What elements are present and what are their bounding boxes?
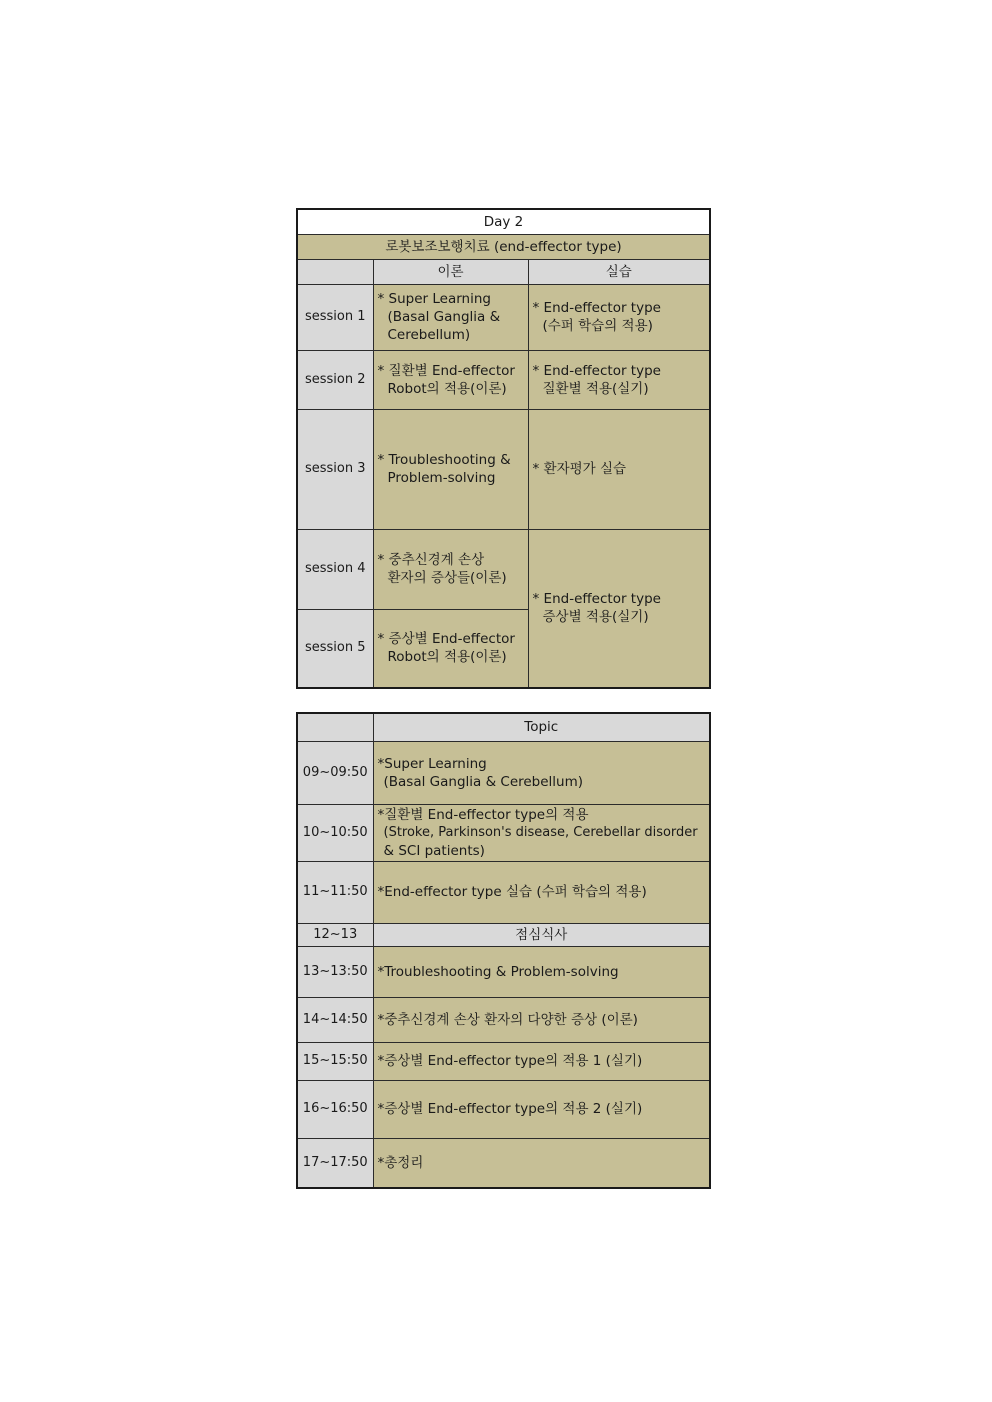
session-practice	[528, 409, 710, 529]
session-label: session 1	[297, 284, 373, 350]
topic-line: *질환별 End-effector type의 적용	[377, 806, 589, 823]
day-title: Day 2	[297, 209, 710, 234]
theory-line: * 중추신경계 손상	[377, 552, 485, 568]
theory-line: Robot의 적용(이론)	[387, 380, 507, 397]
time-slot: 13~13:50	[297, 946, 373, 997]
practice-line: * End-effector type	[532, 362, 661, 379]
session-practice	[528, 350, 710, 409]
header-blank	[297, 259, 373, 284]
session-practice	[528, 529, 710, 688]
program-subtitle: 로봇보조보행치료 (end-effector type)	[297, 234, 710, 259]
session-label: session 3	[297, 409, 373, 529]
time-slot: 12~13	[297, 923, 373, 946]
theory-line: Robot의 적용(이론)	[387, 649, 507, 666]
topic-header: Topic	[373, 713, 710, 741]
session-theory	[373, 284, 528, 350]
topic-cell	[373, 741, 710, 804]
time-slot: 11~11:50	[297, 861, 373, 923]
topic-cell	[373, 997, 710, 1042]
topic-line: & SCI patients)	[383, 842, 485, 859]
theory-line: * 질환별 End-effector	[377, 362, 515, 379]
practice-line: 질환별 적용(실기)	[542, 380, 649, 397]
hourly-topic-table	[296, 712, 711, 1189]
practice-line: * End-effector type	[532, 591, 661, 608]
theory-line: Problem-solving	[387, 470, 496, 486]
topic-line: *증상별 End-effector type의 적용 2 (실기)	[377, 1101, 643, 1117]
topic-cell	[373, 1138, 710, 1188]
day-schedule-table	[296, 208, 711, 689]
topic-line: *총정리	[377, 1154, 424, 1171]
practice-line: 증상별 적용(실기)	[542, 609, 649, 626]
theory-line: * 증상별 End-effector	[377, 631, 515, 648]
topic-cell	[373, 861, 710, 923]
theory-line: * Super Learning	[377, 291, 491, 307]
session-label: session 2	[297, 350, 373, 409]
topic-cell	[373, 946, 710, 997]
session-theory	[373, 350, 528, 409]
time-header-blank	[297, 713, 373, 741]
theory-line: * Troubleshooting &	[377, 452, 511, 468]
session-practice	[528, 284, 710, 350]
session-label: session 5	[297, 609, 373, 688]
topic-line: *End-effector type 실습 (수퍼 학습의 적용)	[377, 884, 647, 900]
topic-cell	[373, 1042, 710, 1080]
header-practice: 실습	[528, 259, 710, 284]
lunch-break: 점심식사	[373, 923, 710, 946]
session-theory	[373, 409, 528, 529]
topic-line: *중추신경계 손상 환자의 다양한 증상 (이론)	[377, 1011, 638, 1028]
practice-line: (수퍼 학습의 적용)	[542, 318, 653, 334]
topic-line: *Super Learning	[377, 755, 487, 772]
topic-line: (Stroke, Parkinson's disease, Cerebellar disorder	[383, 824, 698, 840]
session-theory	[373, 529, 528, 609]
theory-line: 환자의 증상들(이론)	[387, 570, 507, 586]
theory-line: (Basal Ganglia &	[387, 309, 501, 325]
time-slot: 10~10:50	[297, 804, 373, 861]
practice-line: * 환자평가 실습	[532, 461, 627, 477]
time-slot: 09~09:50	[297, 741, 373, 804]
topic-line: (Basal Ganglia & Cerebellum)	[383, 773, 584, 790]
time-slot: 14~14:50	[297, 997, 373, 1042]
theory-line: Cerebellum)	[387, 327, 471, 343]
time-slot: 16~16:50	[297, 1080, 373, 1138]
time-slot: 15~15:50	[297, 1042, 373, 1080]
header-theory: 이론	[373, 259, 528, 284]
session-label: session 4	[297, 529, 373, 609]
practice-line: * End-effector type	[532, 300, 661, 316]
topic-cell	[373, 804, 710, 861]
time-slot: 17~17:50	[297, 1138, 373, 1188]
session-theory	[373, 609, 528, 688]
topic-line: *Troubleshooting & Problem-solving	[377, 963, 619, 980]
topic-line: *증상별 End-effector type의 적용 1 (실기)	[377, 1053, 643, 1069]
topic-cell	[373, 1080, 710, 1138]
